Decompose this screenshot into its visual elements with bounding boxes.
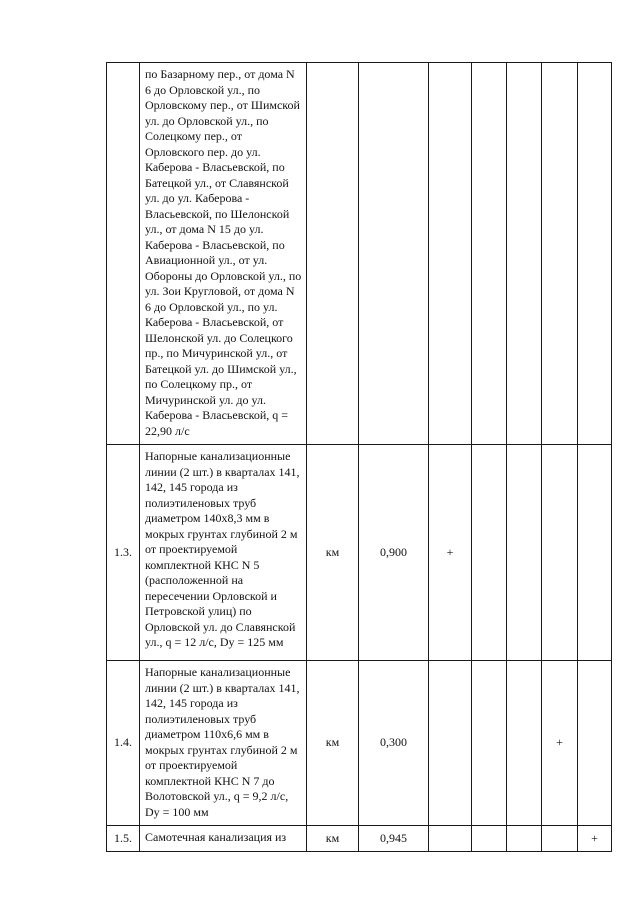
period-mark-cell [578, 445, 612, 661]
table-row [107, 445, 612, 661]
period-mark-cell [507, 63, 542, 445]
row-number: 1.3. [107, 445, 140, 661]
row-quantity: 0,945 [359, 826, 429, 852]
row-unit: км [307, 661, 359, 826]
period-mark-cell [429, 63, 472, 445]
table-row [107, 661, 612, 826]
period-mark-cell [472, 826, 507, 852]
period-mark-cell [472, 661, 507, 826]
row-unit [307, 63, 359, 445]
row-number: 1.4. [107, 661, 140, 826]
row-description: по Базарному пер., от дома N 6 до Орловской ул., по Орловскому пер., от Шимской ул. до Орловской ул., по Солецкому пер., от Орловского пер. до ул. Каберова - Власьевской, по Батецкой ул., от Славянской ул. до ул. Каберова - Власьевской, по Шелонской ул., от дома N 15 до ул. Каберова - Власьевской, по Авиационной ул., от ул. Обороны до Орловской ул., по ул. Зои Кругловой, от дома N 6 до Орловской ул., по ул. Каберова - Власьевской, от Шелонской ул. до Солецкого пр., по Мичуринской ул., от Батецкой ул. до Шимской ул., по Солецкому пр., от Мичуринской ул. до ул. Каберова - Власьевской, q = 22,90 л/с [140, 63, 307, 445]
period-mark-cell [507, 661, 542, 826]
row-description: Самотечная канализация из [140, 826, 307, 852]
period-mark-cell [507, 445, 542, 661]
period-mark-cell: + [542, 661, 578, 826]
row-description: Напорные канализационные линии (2 шт.) в кварталах 141, 142, 145 города из полиэтиленовых труб диаметром 140х8,3 мм в мокрых грунтах глубиной 2 м от проектируемой комплектной КНС N 5 (расположенной на пересечении Орловской и Петровской улиц) по Орловской ул. до Славянской ул., q = 12 л/с, Dy = 125 мм [140, 445, 307, 661]
period-mark-cell [429, 826, 472, 852]
period-mark-cell [472, 445, 507, 661]
table-row [107, 63, 612, 445]
period-mark-cell: + [578, 826, 612, 852]
period-mark-cell [429, 661, 472, 826]
period-mark-cell: + [429, 445, 472, 661]
row-number: 1.5. [107, 826, 140, 852]
works-table [106, 62, 612, 852]
row-quantity [359, 63, 429, 445]
table-body [107, 63, 612, 852]
row-number [107, 63, 140, 445]
period-mark-cell [472, 63, 507, 445]
table-row [107, 826, 612, 852]
row-unit: км [307, 445, 359, 661]
period-mark-cell [542, 63, 578, 445]
period-mark-cell [578, 661, 612, 826]
period-mark-cell [542, 445, 578, 661]
row-quantity: 0,300 [359, 661, 429, 826]
period-mark-cell [507, 826, 542, 852]
row-description: Напорные канализационные линии (2 шт.) в кварталах 141, 142, 145 города из полиэтиленовых труб диаметром 110х6,6 мм в мокрых грунтах глубиной 2 м от проектируемой комплектной КНС N 7 до Волотовской ул., q = 9,2 л/с, Dy = 100 мм [140, 661, 307, 826]
period-mark-cell [578, 63, 612, 445]
row-quantity: 0,900 [359, 445, 429, 661]
row-unit: км [307, 826, 359, 852]
period-mark-cell [542, 826, 578, 852]
